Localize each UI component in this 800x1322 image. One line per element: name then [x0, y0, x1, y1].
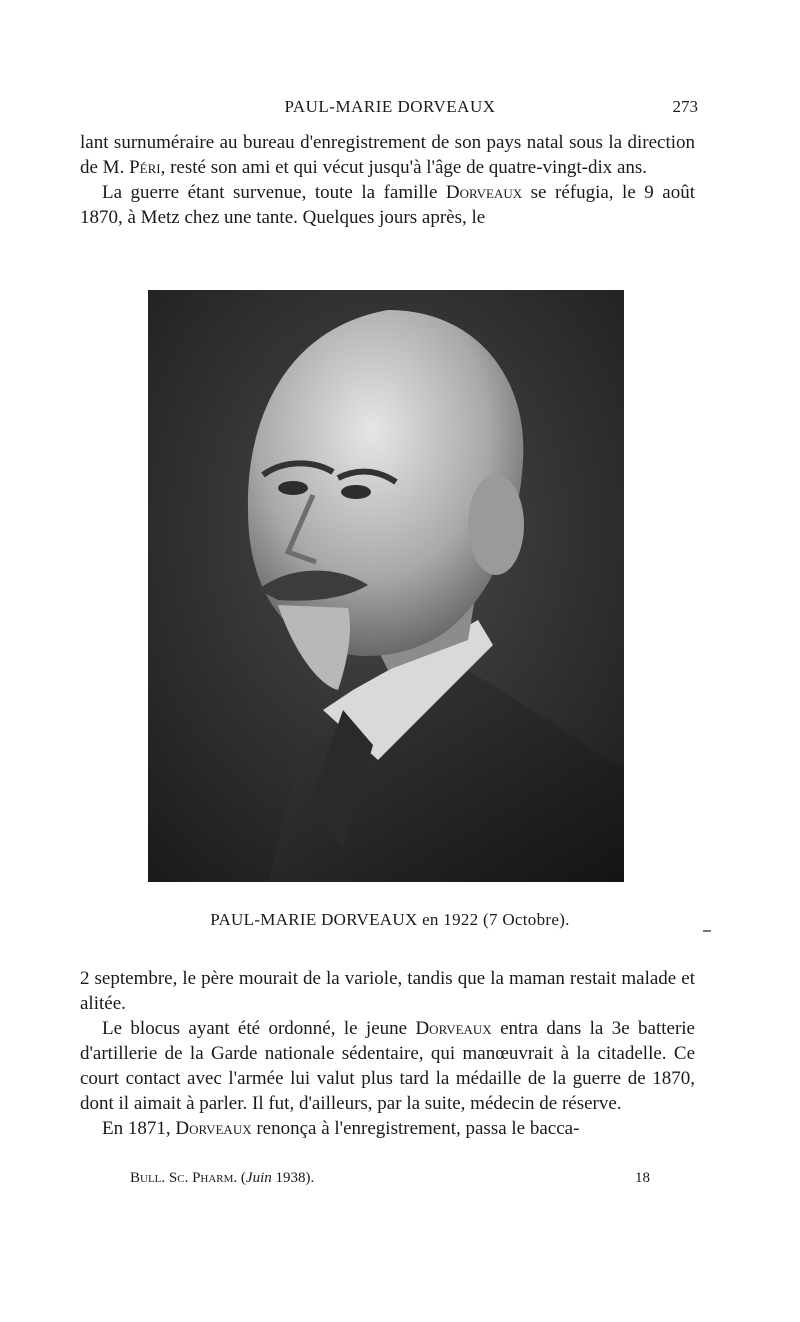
- portrait-image: [148, 290, 624, 882]
- paragraph-1-line-2a: sous la direction de M.: [80, 132, 696, 178]
- paragraph-2-text-a: La guerre étant survenue, toute la famille: [102, 182, 446, 203]
- portrait-photograph: [148, 290, 624, 882]
- figure-caption: [80, 910, 700, 930]
- paragraph-2: [80, 180, 695, 230]
- date-open: (: [237, 1170, 246, 1186]
- paragraph-5: [80, 1116, 695, 1141]
- paragraph-1-line-3: de quatre-vingt-dix ans.: [466, 157, 648, 178]
- paragraph-1-line-1: lant surnuméraire au bureau d'enregistrement de son pays natal: [80, 132, 564, 153]
- date-year: 1938).: [271, 1170, 315, 1186]
- person-name-peri: Péri: [129, 157, 161, 178]
- caption-name: PAUL-MARIE DORVEAUX: [210, 910, 418, 929]
- paragraph-5-text-b: renonça à l'enregistrement, passa le bacca-: [251, 1118, 580, 1139]
- page-number: 273: [672, 97, 698, 116]
- paragraph-3: 2 septembre, le père mourait de la variole, tandis que la maman restait malade et alitée.: [80, 968, 695, 1014]
- caption-date: en 1922 (7 Octobre).: [417, 910, 570, 929]
- paragraph-group-lower: [80, 966, 695, 1141]
- running-title: PAUL-MARIE DORVEAUX: [284, 97, 496, 116]
- person-name-dorveaux-2: Dorveaux: [415, 1018, 492, 1039]
- paragraph-2-text-b: se réfugia, le 9 août 1870, à Metz chez une tante. Quelques jours après, le: [80, 182, 695, 228]
- eye-left: [341, 485, 371, 499]
- person-name-dorveaux-3: Dorveaux: [175, 1118, 252, 1139]
- paragraph-4-text-b: entra dans la 3e batterie d'artillerie de la Garde nationale sédentaire, qui manœuvrait à la citadelle. Ce court contact avec l'armée lui valut plus tard la médaille de la guerre de 1870, dont il aimait à parler. Il fut, d'ailleurs, par la suite, médecin de réserve.: [80, 1018, 695, 1114]
- eye-right: [278, 481, 308, 495]
- page-footer: [130, 1170, 650, 1194]
- page-header: [80, 97, 700, 121]
- journal-citation: [130, 1170, 314, 1187]
- print-mark: [703, 930, 711, 932]
- journal-name: Bull. Sc. Pharm.: [130, 1170, 238, 1186]
- ear: [468, 475, 524, 575]
- paragraph-1: [80, 130, 695, 230]
- signature-mark: 18: [635, 1170, 650, 1186]
- date-month: Juin: [245, 1170, 272, 1186]
- paragraph-5-text-a: En 1871,: [102, 1118, 176, 1139]
- paragraph-4-text-a: Le blocus ayant été ordonné, le jeune: [102, 1018, 416, 1039]
- person-name-dorveaux: Dorveaux: [445, 182, 523, 203]
- paragraph-1-line-2b: , resté son ami et qui vécut jusqu'à l'âge: [160, 157, 462, 178]
- paragraph-4: [80, 1016, 695, 1116]
